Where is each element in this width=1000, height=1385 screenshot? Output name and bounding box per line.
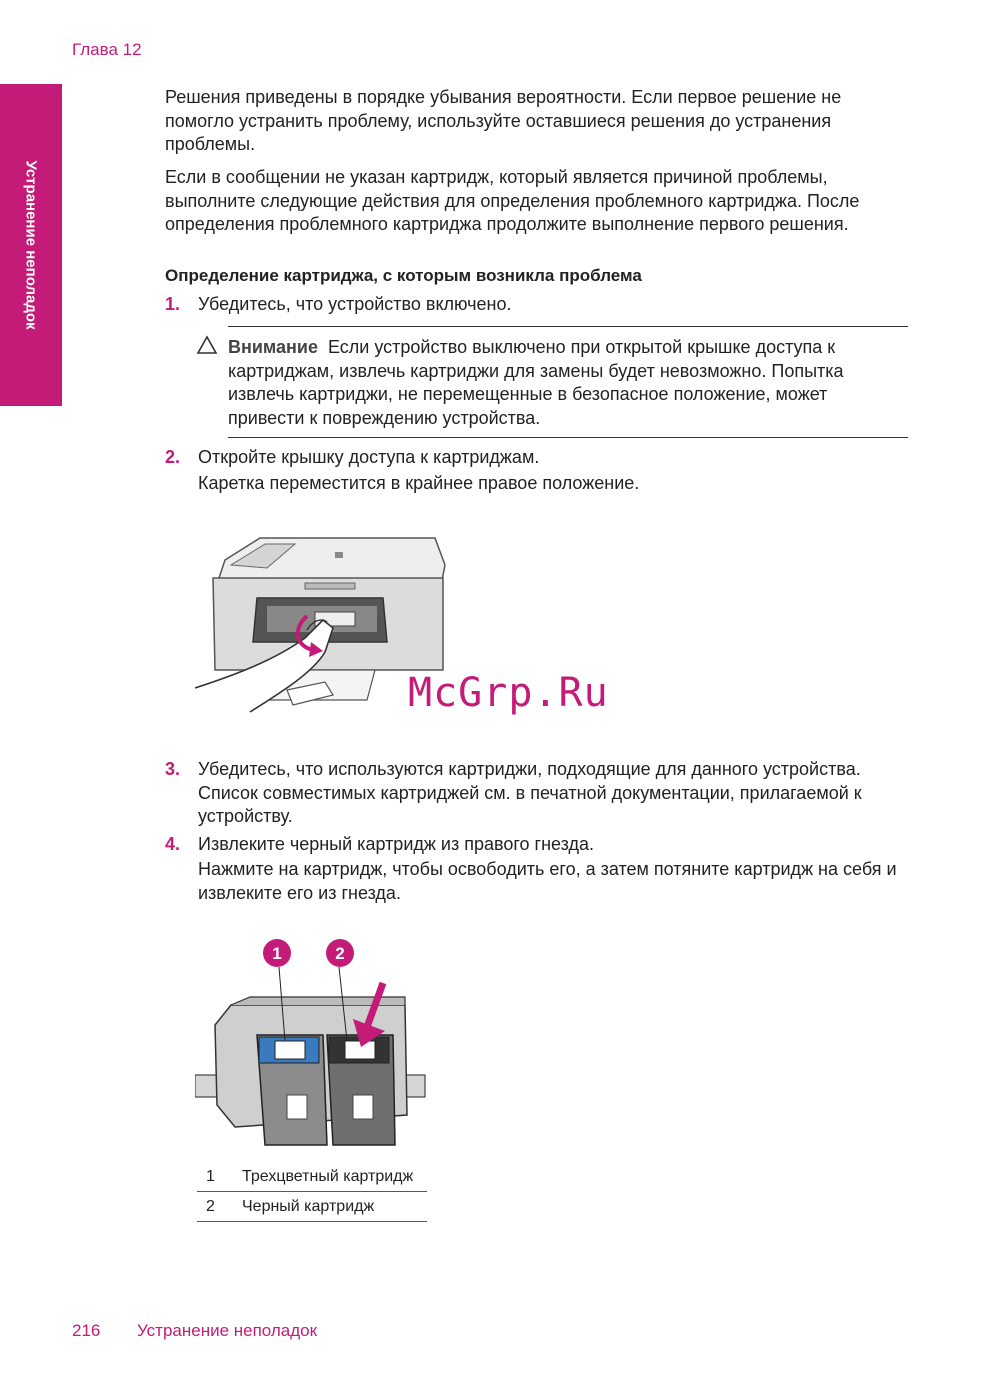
caution-box (228, 326, 908, 438)
step-text: Убедитесь, что используются картриджи, подходящие для данного устройства. Список совместимых картриджей см. в печатной документации, прилагаемой к устройству. (198, 759, 862, 826)
intro-paragraph-1: Решения приведены в порядке убывания вероятности. Если первое решение не помогло устранить проблему, используйте оставшиеся решения до устранения проблемы. (165, 87, 842, 154)
step-number: 2. (165, 447, 181, 467)
step-number: 4. (165, 834, 181, 854)
caution-text: Если устройство выключено при открытой крышке доступа к картриджам, извлечь картриджи для замены будет невозможно. Попытка извлечь картриджи, не перемещенные в безопасное положение, может привести к повреждению устройства. (228, 337, 844, 428)
page-number: 216 (72, 1321, 101, 1340)
legend-number: 1 (197, 1162, 242, 1192)
side-tab (0, 84, 62, 406)
step-text: Откройте крышку доступа к картриджам. (198, 447, 540, 467)
step-text: Извлеките черный картридж из правого гнезда. (198, 834, 595, 854)
caution-label: Внимание (228, 337, 318, 357)
step-number: 1. (165, 294, 181, 314)
intro-paragraph-2: Если в сообщении не указан картридж, который является причиной проблемы, выполните следующие действия для определения проблемного картриджа. После определения проблемного картриджа продолжите выполнение первого решения. (165, 167, 860, 234)
legend-row (197, 1162, 427, 1192)
cartridge-illustration (195, 935, 435, 1150)
watermark: McGrp.Ru (408, 670, 609, 716)
legend-label: Черный картридж (242, 1192, 427, 1222)
callout-1-label: 1 (272, 944, 282, 963)
side-tab-label: Устранение неполадок (22, 160, 40, 330)
section-heading: Определение картриджа, с которым возникла проблема (165, 266, 642, 285)
step-detail-text: Каретка переместится в крайнее правое положение. (198, 473, 640, 493)
chapter-label: Глава 12 (72, 40, 142, 59)
warning-triangle-icon (196, 335, 218, 355)
caution-text-block (228, 336, 903, 430)
callout-2-label: 2 (335, 944, 345, 963)
step-number: 3. (165, 759, 181, 779)
step-text: Убедитесь, что устройство включено. (198, 294, 512, 314)
step-detail-text: Нажмите на картридж, чтобы освободить его, а затем потяните картридж на себя и извлеките его из гнезда. (198, 859, 897, 903)
legend-label: Трехцветный картридж (242, 1162, 427, 1192)
footer-title: Устранение неполадок (137, 1321, 318, 1340)
legend-row (197, 1192, 427, 1222)
legend-number: 2 (197, 1192, 242, 1222)
figure-legend (197, 1162, 427, 1222)
